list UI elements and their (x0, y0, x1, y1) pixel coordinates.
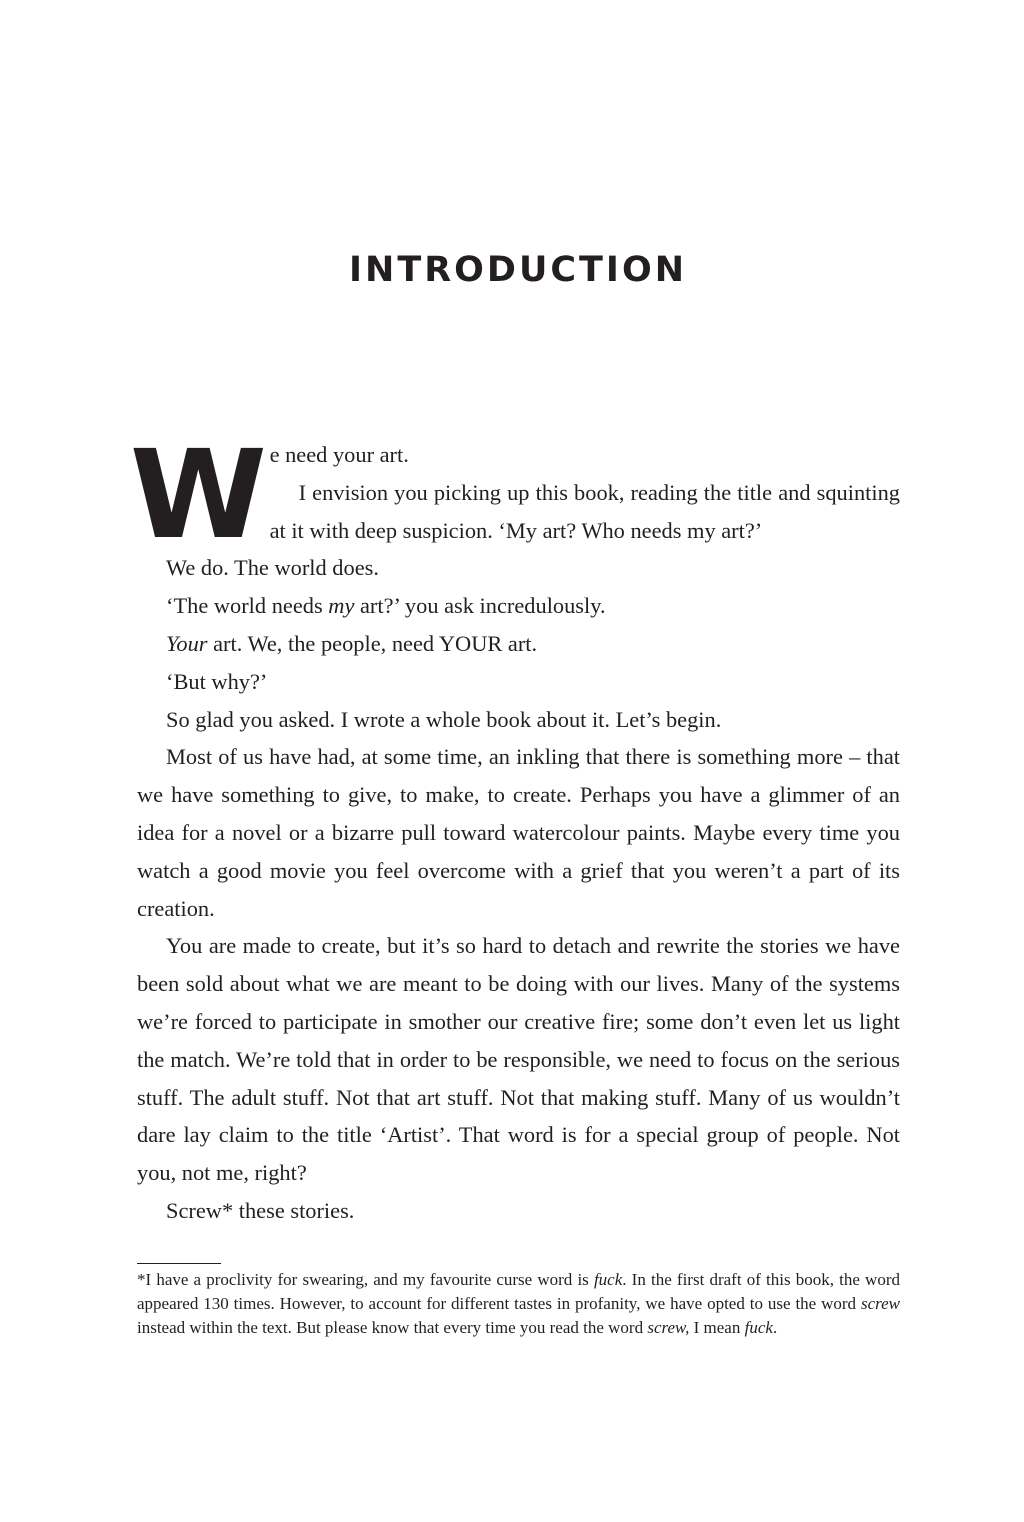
footnote-emphasis-3: screw, (647, 1318, 690, 1337)
paragraph-4-emphasis: my (328, 593, 355, 619)
paragraph-10: Screw* these stories. (166, 1197, 355, 1223)
footnote-divider (137, 1263, 221, 1264)
footnote-emphasis-4: fuck (744, 1318, 773, 1337)
paragraph-1-text: e need your art. (269, 442, 409, 467)
footnote (137, 1268, 900, 1340)
footnote-emphasis-2: screw (860, 1294, 900, 1313)
chapter-title: INTRODUCTION (349, 250, 687, 290)
paragraph-3: We do. The world does. (166, 555, 379, 581)
paragraph-4-part-b: art?’ you ask incredulously. (354, 593, 606, 619)
paragraph-4-part-a: ‘The world needs (166, 593, 329, 619)
paragraph-5-emphasis: Your (166, 630, 208, 656)
drop-cap: W (129, 424, 263, 566)
paragraph-7: So glad you asked. I wrote a whole book about it. Let’s begin. (166, 706, 722, 732)
paragraph-5-part-b: art. We, the people, need YOUR art. (207, 630, 538, 656)
paragraph-5 (137, 625, 900, 663)
paragraph-8: Most of us have had, at some time, an inkling that there is something more – that we have something to give, to make, to create. Perhaps you have a glimmer of an idea for a novel or a bizarre pull toward watercolour paints. Maybe every time you watch a good movie you feel overcome with a grief that you weren’t a part of its creation. (137, 744, 900, 921)
paragraph-9: You are made to create, but it’s so hard to detach and rewrite the stories we have been sold about what we are meant to be doing with our lives. Many of the systems we’re forced to participate in smother our creative fire; some don’t even let us light the match. We’re told that in order to be responsible, we need to focus on the serious stuff. The adult stuff. Not that art stuff. Not that making stuff. Many of us wouldn’t dare lay claim to the title ‘Artist’. That word is for a special group of people. Not you, not me, right? (137, 933, 900, 1186)
paragraph-2: I envision you picking up this book, reading the title and squinting at it with deep suspicion. ‘My art? Who needs my art?’ (269, 479, 900, 543)
footnote-part-b: . In the first draft of this book, the word appeared 130 times. However, to account for different tastes in profanity, we have opted to use the word (137, 1270, 900, 1313)
body-text (129, 424, 900, 1230)
footnote-emphasis-1: fuck (593, 1270, 623, 1289)
footnote-part-d: I mean (689, 1318, 745, 1337)
paragraph-4 (137, 587, 900, 625)
footnote-part-a: *I have a proclivity for swearing, and my favourite curse word is (137, 1270, 594, 1289)
footnote-part-c: instead within the text. But please know that every time you read the word (137, 1318, 648, 1337)
footnote-part-e: . (772, 1318, 778, 1337)
paragraph-6: ‘But why?’ (166, 668, 268, 694)
